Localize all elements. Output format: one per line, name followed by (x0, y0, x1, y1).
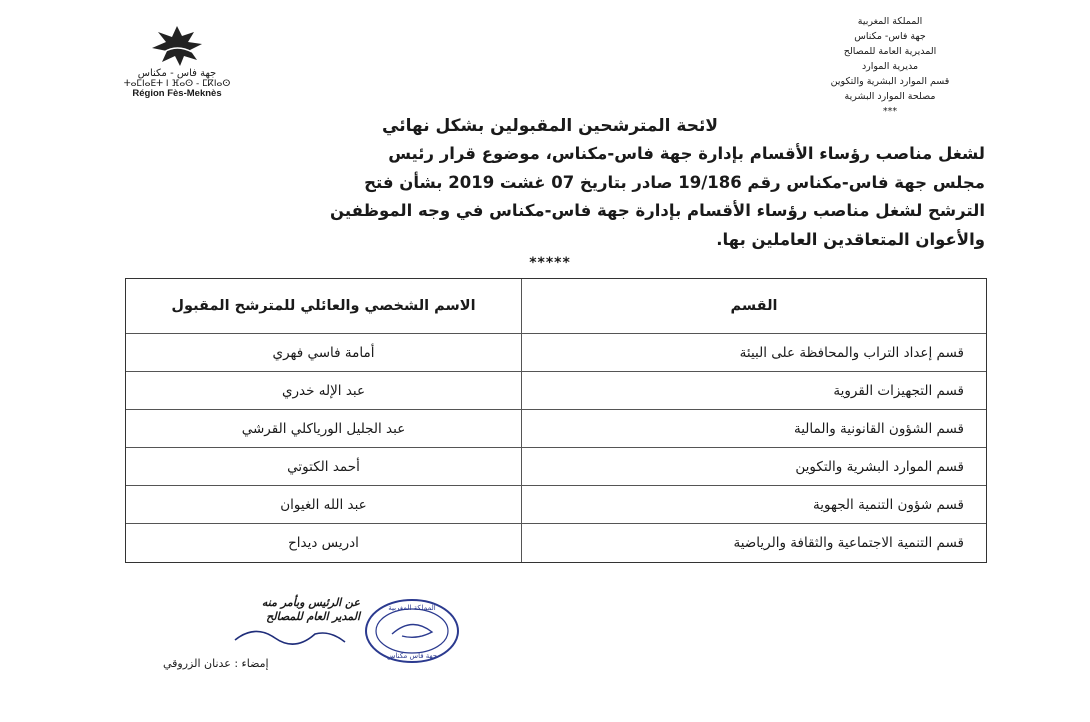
logo-arabic: جهة فاس - مكناس (137, 68, 217, 79)
name-cell: ادريس ديداح (288, 535, 359, 551)
stamp-text-bottom: جهة فاس مكناس (386, 652, 438, 660)
admin-line: المديرية العامة للمصالح (843, 46, 937, 57)
table-header-row (126, 279, 986, 333)
description-line: الترشح لشغل مناصب رؤساء الأقسام بإدارة جهة فاس-مكناس في وجه الموظفين (329, 201, 985, 220)
department-cell: قسم إعداد التراب والمحافظة على البيئة (521, 334, 986, 371)
table-row (126, 371, 986, 409)
region-emblem-icon (142, 22, 212, 68)
admin-line: جهة فاس- مكناس (854, 31, 926, 42)
administrative-header (780, 14, 1000, 119)
header-department: القسم (521, 279, 986, 333)
department-cell: قسم التجهيزات القروية (521, 372, 986, 409)
stamp-text-top: المملكة المغربية (388, 604, 436, 612)
logo-tifinagh: ⵜⴰⵎⵏⴰⴹⵜ ⵏ ⴼⴰⵙ - ⵎⴽⵏⴰⵙ (123, 79, 231, 89)
name-cell: عبد الجليل الورياكلي القرشي (241, 420, 406, 437)
admin-line: قسم الموارد البشرية والتكوين (830, 76, 950, 87)
admin-line: *** (882, 106, 898, 117)
logo-french: Région Fès-Meknès (132, 88, 222, 99)
admin-line: المملكة المغربية (857, 16, 923, 27)
department-cell: قسم شؤون التنمية الجهوية (521, 486, 986, 523)
table-row (126, 409, 986, 447)
table-row (126, 523, 986, 562)
name-cell: أحمد الكتوتي (287, 458, 360, 475)
department-cell: قسم التنمية الاجتماعية والثقافة والرياضية (521, 524, 986, 562)
table-row (126, 333, 986, 371)
candidates-table (125, 278, 987, 563)
document-title: لائحة المترشحين المقبولين بشكل نهائي (382, 116, 718, 136)
description-line: لشغل مناصب رؤساء الأقسام بإدارة جهة فاس-مكناس، موضوع قرار رئيس (388, 144, 985, 163)
admin-line: مديرية الموارد (861, 61, 919, 72)
table-row (126, 447, 986, 485)
name-cell: عبد الله الغيوان (280, 496, 367, 513)
document-title-block (115, 112, 985, 272)
official-stamp-icon (362, 596, 462, 666)
table-row (126, 485, 986, 523)
admin-line: مصلحة الموارد البشرية (844, 91, 936, 102)
department-cell: قسم الموارد البشرية والتكوين (521, 448, 986, 485)
name-cell: أمامة فاسي فهري (272, 344, 375, 361)
separator-stars: ***** (529, 255, 571, 271)
region-logo (92, 22, 262, 99)
signatory-name: إمضاء : عدنان الزروقي (163, 657, 269, 670)
description-line: مجلس جهة فاس-مكناس رقم 19/186 صادر بتاريخ 07 غشت 2019 بشأن فتح (364, 172, 985, 192)
signature-line-1: عن الرئيس وبأمر منه (261, 596, 360, 609)
name-cell: عبد الإله خدري (281, 382, 366, 399)
signature-line-2: المدير العام للمصالح (266, 610, 360, 623)
header-name: الاسم الشخصي والعائلي للمترشح المقبول (171, 298, 476, 314)
department-cell: قسم الشؤون القانونية والمالية (521, 410, 986, 447)
handwritten-signature-icon (230, 620, 350, 650)
description-line: والأعوان المتعاقدين العاملين بها. (716, 229, 985, 249)
